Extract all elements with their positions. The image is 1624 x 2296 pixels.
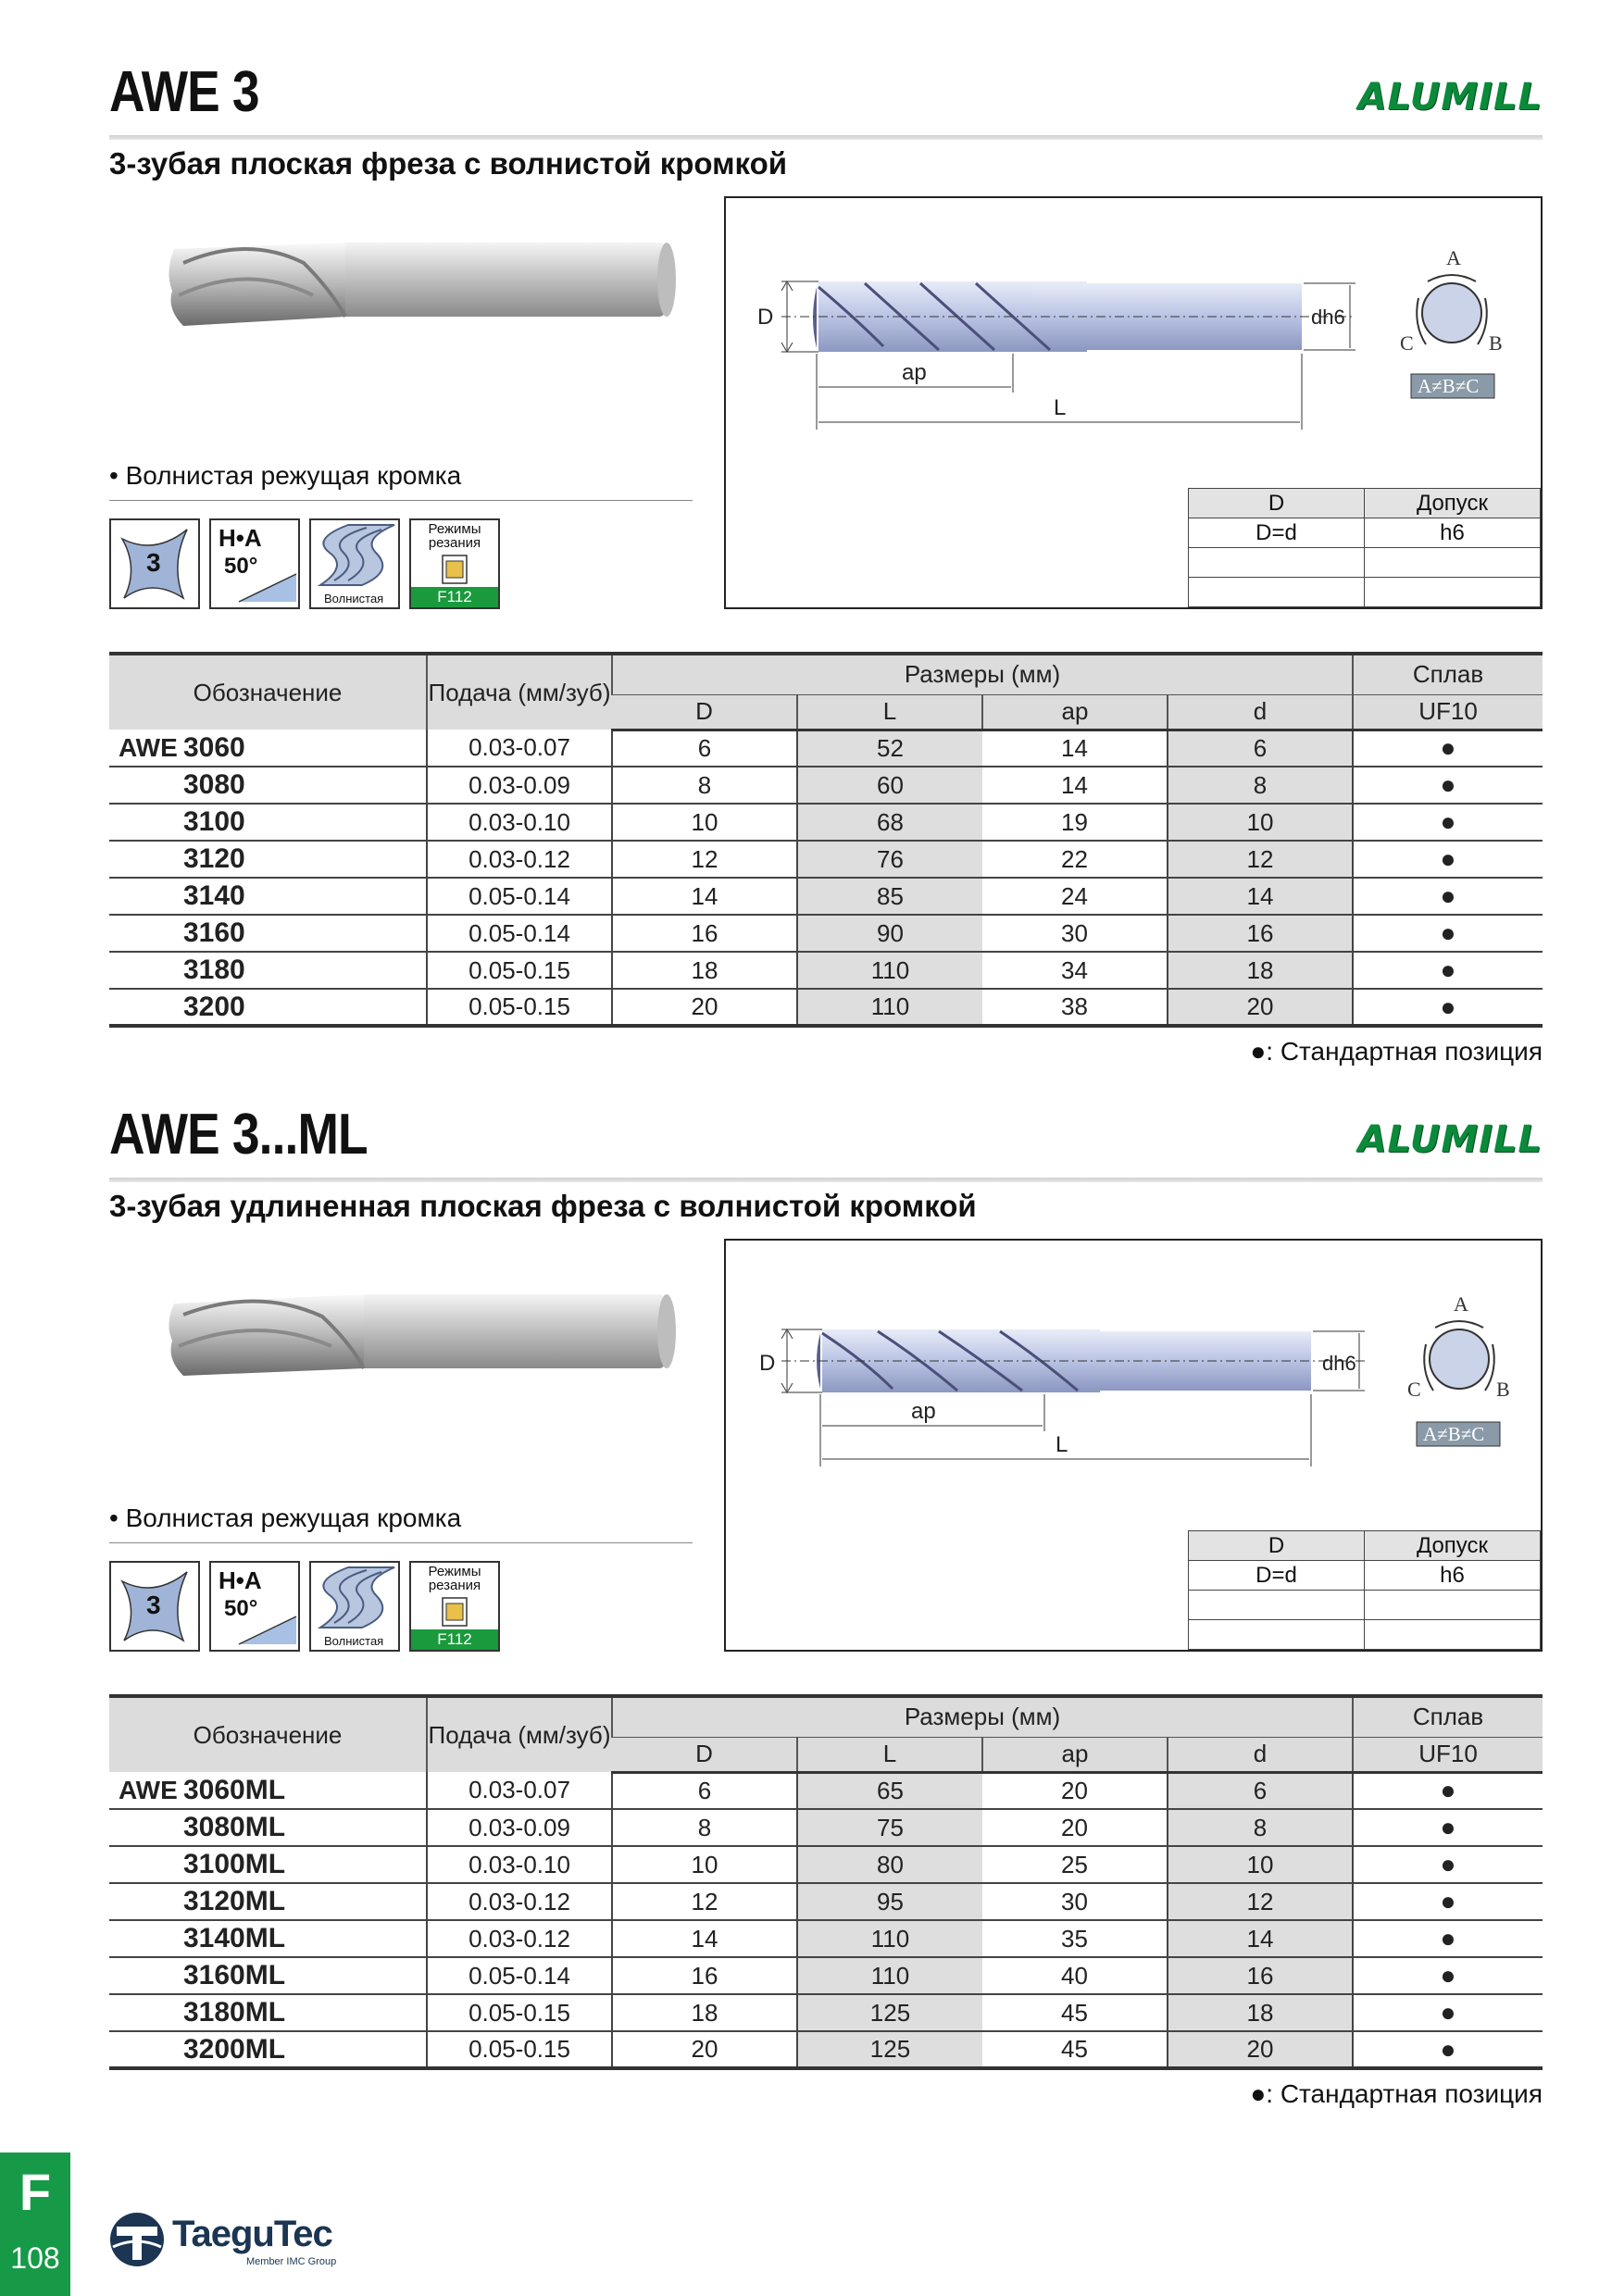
- feed-cell: 0.03-0.09: [427, 767, 612, 804]
- wavy-edge-icon: [309, 518, 400, 609]
- product-title: AWE 3: [109, 60, 259, 124]
- table-row: [109, 1772, 1543, 1809]
- L-cell: 60: [797, 767, 982, 804]
- logo-wordmark: TaeguTec: [172, 2214, 332, 2254]
- angle-B-label: B: [1496, 1378, 1510, 1401]
- ap-cell: 20: [982, 1809, 1168, 1846]
- dim-D-label: D: [757, 305, 774, 330]
- tol-cell: [1189, 548, 1365, 578]
- feed-cell: 0.05-0.15: [427, 1994, 612, 2031]
- L-cell: 65: [797, 1772, 982, 1809]
- feed-cell: 0.03-0.09: [427, 1809, 612, 1846]
- designation-code: 3180: [183, 955, 245, 985]
- tol-cell: D=d: [1189, 1561, 1365, 1591]
- designation-code: 3060ML: [183, 1774, 286, 1805]
- taegutec-emblem-icon: [107, 2210, 167, 2269]
- spec-table: [109, 1694, 1543, 2070]
- designation-code: 3080ML: [183, 1812, 286, 1842]
- angle-A-label: A: [1446, 246, 1461, 269]
- col-ap: ap: [982, 694, 1168, 730]
- designation-code: 3100: [183, 806, 245, 837]
- feature-icons: [109, 1561, 500, 1652]
- L-cell: 68: [797, 804, 982, 841]
- d-cell: 14: [1168, 1920, 1353, 1957]
- col-L: L: [797, 694, 982, 730]
- L-cell: 90: [797, 915, 982, 952]
- tol-cell: D=d: [1189, 518, 1365, 548]
- ap-cell: 14: [982, 767, 1168, 804]
- helix-angle-icon: [209, 1561, 300, 1652]
- L-cell: 110: [797, 1957, 982, 1994]
- table-row: [109, 915, 1543, 952]
- L-cell: 125: [797, 2031, 982, 2068]
- table-row: [109, 1994, 1543, 2031]
- modes-page: F112: [411, 1629, 498, 1650]
- tol-cell: [1365, 548, 1541, 578]
- D-cell: 8: [612, 1809, 797, 1846]
- designation-cell: [109, 878, 427, 915]
- designation-code: 3120: [183, 843, 245, 874]
- feed-cell: 0.05-0.15: [427, 2031, 612, 2068]
- designation-code: 3140ML: [183, 1923, 286, 1953]
- stock-marker: ●: [1353, 1957, 1543, 1994]
- tol-header-D: D: [1189, 1531, 1365, 1561]
- D-cell: 10: [612, 1846, 797, 1883]
- modes-page: F112: [411, 587, 498, 607]
- taegutec-logo: [107, 2208, 348, 2269]
- designation-prefix: AWE: [119, 732, 178, 762]
- tolerance-table: [1188, 1530, 1541, 1650]
- teeth-count: 3: [146, 1591, 161, 1619]
- col-designation: Обозначение: [109, 654, 427, 730]
- ap-cell: 30: [982, 1883, 1168, 1920]
- ap-cell: 35: [982, 1920, 1168, 1957]
- table-row: [109, 1920, 1543, 1957]
- product-subtitle: 3-зубая плоская фреза с волнистой кромкой: [109, 146, 788, 181]
- col-dimensions: Размеры (мм): [612, 654, 1353, 694]
- helix-label: H•A: [219, 1566, 262, 1594]
- angle-B-label: B: [1489, 331, 1503, 355]
- D-cell: 10: [612, 804, 797, 841]
- tol-header-tolerance: Допуск: [1365, 1531, 1541, 1561]
- ap-cell: 14: [982, 730, 1168, 767]
- table-row: [109, 2031, 1543, 2068]
- d-cell: 6: [1168, 730, 1353, 767]
- stock-marker: ●: [1353, 767, 1543, 804]
- col-alloy: Сплав: [1353, 1696, 1543, 1737]
- stock-marker: ●: [1353, 915, 1543, 952]
- dim-d-label: dh6: [1322, 1352, 1356, 1375]
- col-D: D: [612, 694, 797, 730]
- d-cell: 8: [1168, 767, 1353, 804]
- dim-ap-label: ap: [902, 360, 927, 385]
- L-cell: 80: [797, 1846, 982, 1883]
- wavy-edge-icon: [309, 1561, 400, 1652]
- L-cell: 110: [797, 1920, 982, 1957]
- cutting-modes-icon: [409, 1561, 500, 1652]
- tol-header-D: D: [1189, 489, 1365, 518]
- L-cell: 125: [797, 1994, 982, 2031]
- table-row: [109, 989, 1543, 1026]
- designation-cell: [109, 1994, 427, 2031]
- logo-tagline: Member IMC Group: [246, 2256, 337, 2267]
- feature-icons: [109, 518, 500, 609]
- stock-marker: ●: [1353, 1846, 1543, 1883]
- feed-cell: 0.05-0.14: [427, 1957, 612, 1994]
- designation-cell: [109, 1772, 427, 1809]
- tol-cell: [1189, 1620, 1365, 1650]
- ap-cell: 20: [982, 1772, 1168, 1809]
- technical-drawing: [724, 1239, 1543, 1652]
- d-cell: 20: [1168, 989, 1353, 1026]
- L-cell: 110: [797, 989, 982, 1026]
- tol-cell: [1365, 578, 1541, 607]
- stock-marker: ●: [1353, 841, 1543, 878]
- feed-cell: 0.03-0.07: [427, 730, 612, 767]
- designation-prefix: AWE: [119, 1775, 178, 1804]
- designation-cell: [109, 1957, 427, 1994]
- col-designation: Обозначение: [109, 1696, 427, 1772]
- designation-cell: [109, 841, 427, 878]
- table-row: [109, 1809, 1543, 1846]
- tol-cell: [1365, 1620, 1541, 1650]
- tol-cell: [1189, 1591, 1365, 1620]
- feed-cell: 0.05-0.15: [427, 952, 612, 989]
- stock-marker: ●: [1353, 1994, 1543, 2031]
- ap-cell: 30: [982, 915, 1168, 952]
- designation-cell: [109, 989, 427, 1026]
- L-cell: 76: [797, 841, 982, 878]
- table-row: [109, 1846, 1543, 1883]
- ap-cell: 25: [982, 1846, 1168, 1883]
- D-cell: 6: [612, 730, 797, 767]
- designation-cell: [109, 804, 427, 841]
- col-alloy: Сплав: [1353, 654, 1543, 694]
- d-cell: 18: [1168, 952, 1353, 989]
- col-grade: UF10: [1353, 1737, 1543, 1772]
- feed-cell: 0.03-0.10: [427, 1846, 612, 1883]
- feature-text: • Волнистая режущая кромка: [109, 461, 693, 501]
- ap-cell: 22: [982, 841, 1168, 878]
- col-D: D: [612, 1737, 797, 1772]
- D-cell: 20: [612, 2031, 797, 2068]
- designation-cell: [109, 915, 427, 952]
- L-cell: 85: [797, 878, 982, 915]
- end-mill-photo: [146, 1250, 702, 1426]
- helix-angle: 50°: [224, 554, 258, 579]
- d-cell: 14: [1168, 878, 1353, 915]
- feed-cell: 0.03-0.12: [427, 1920, 612, 1957]
- feed-cell: 0.03-0.07: [427, 1772, 612, 1809]
- stock-marker: ●: [1353, 2031, 1543, 2068]
- d-cell: 12: [1168, 1883, 1353, 1920]
- col-feed: Подача (мм/зуб): [427, 654, 612, 730]
- tol-header-tolerance: Допуск: [1365, 489, 1541, 518]
- dim-L-label: L: [1054, 395, 1067, 420]
- d-cell: 16: [1168, 1957, 1353, 1994]
- cutting-modes-icon: [409, 518, 500, 609]
- helix-label: H•A: [219, 524, 262, 552]
- d-cell: 18: [1168, 1994, 1353, 2031]
- angle-C-label: C: [1400, 331, 1414, 355]
- tol-cell: [1189, 578, 1365, 607]
- alumill-logo: ALUMILL: [1357, 76, 1543, 119]
- alumill-logo: ALUMILL: [1357, 1118, 1543, 1161]
- teeth-count: 3: [146, 548, 161, 577]
- designation-cell: [109, 730, 427, 767]
- designation-cell: [109, 767, 427, 804]
- col-ap: ap: [982, 1737, 1168, 1772]
- ap-cell: 45: [982, 1994, 1168, 2031]
- modes-label: Режимы резания: [428, 1564, 481, 1593]
- designation-cell: [109, 2031, 427, 2068]
- D-cell: 6: [612, 1772, 797, 1809]
- ap-cell: 24: [982, 878, 1168, 915]
- modes-label: Режимы резания: [428, 521, 481, 551]
- designation-cell: [109, 1920, 427, 1957]
- feed-cell: 0.03-0.12: [427, 1883, 612, 1920]
- D-cell: 20: [612, 989, 797, 1026]
- feed-cell: 0.03-0.12: [427, 841, 612, 878]
- teeth-count-icon: [109, 1561, 200, 1652]
- ap-cell: 34: [982, 952, 1168, 989]
- dim-ap-label: ap: [911, 1399, 936, 1424]
- chapter-tab: [0, 2152, 70, 2296]
- feed-cell: 0.05-0.14: [427, 878, 612, 915]
- designation-cell: [109, 952, 427, 989]
- tolerance-table: [1188, 488, 1541, 607]
- col-grade: UF10: [1353, 694, 1543, 730]
- legend-standard: ●: Стандартная позиция: [1250, 2079, 1543, 2108]
- D-cell: 18: [612, 952, 797, 989]
- D-cell: 12: [612, 841, 797, 878]
- D-cell: 16: [612, 915, 797, 952]
- table-row: [109, 1957, 1543, 1994]
- stock-marker: ●: [1353, 1920, 1543, 1957]
- table-row: [109, 841, 1543, 878]
- header-divider: [109, 135, 1543, 140]
- designation-code: 3060: [183, 731, 245, 763]
- designation-code: 3120ML: [183, 1886, 286, 1916]
- L-cell: 52: [797, 730, 982, 767]
- technical-drawing: [724, 196, 1543, 609]
- d-cell: 8: [1168, 1809, 1353, 1846]
- feed-cell: 0.03-0.10: [427, 804, 612, 841]
- table-row: [109, 804, 1543, 841]
- designation-code: 3100ML: [183, 1849, 286, 1879]
- D-cell: 14: [612, 1920, 797, 1957]
- d-cell: 12: [1168, 841, 1353, 878]
- L-cell: 110: [797, 952, 982, 989]
- ap-cell: 40: [982, 1957, 1168, 1994]
- angle-C-label: C: [1407, 1378, 1421, 1401]
- angle-inequality: A≠B≠C: [1418, 375, 1480, 397]
- page-number: 108: [10, 2241, 60, 2275]
- feature-text: • Волнистая режущая кромка: [109, 1504, 693, 1543]
- end-mill-photo: [146, 207, 702, 383]
- designation-code: 3180ML: [183, 1997, 286, 2028]
- designation-code: 3080: [183, 769, 245, 800]
- col-feed: Подача (мм/зуб): [427, 1696, 612, 1772]
- wavy-edge-label: Волнистая: [324, 1634, 384, 1648]
- teeth-count-icon: [109, 518, 200, 609]
- tol-cell: h6: [1365, 518, 1541, 548]
- designation-code: 3160ML: [183, 1960, 286, 1990]
- d-cell: 16: [1168, 915, 1353, 952]
- d-cell: 10: [1168, 804, 1353, 841]
- dim-D-label: D: [759, 1351, 776, 1376]
- d-cell: 10: [1168, 1846, 1353, 1883]
- stock-marker: ●: [1353, 1883, 1543, 1920]
- designation-code: 3140: [183, 880, 245, 911]
- col-d: d: [1168, 694, 1353, 730]
- product-title: AWE 3...ML: [109, 1103, 368, 1167]
- ap-cell: 19: [982, 804, 1168, 841]
- helix-angle: 50°: [224, 1596, 258, 1621]
- wavy-edge-label: Волнистая: [324, 592, 384, 605]
- legend-standard: ●: Стандартная позиция: [1250, 1037, 1543, 1066]
- designation-code: 3200: [183, 991, 245, 1022]
- D-cell: 16: [612, 1957, 797, 1994]
- D-cell: 12: [612, 1883, 797, 1920]
- feed-cell: 0.05-0.14: [427, 915, 612, 952]
- stock-marker: ●: [1353, 952, 1543, 989]
- col-d: d: [1168, 1737, 1353, 1772]
- stock-marker: ●: [1353, 804, 1543, 841]
- L-cell: 95: [797, 1883, 982, 1920]
- d-cell: 6: [1168, 1772, 1353, 1809]
- col-L: L: [797, 1737, 982, 1772]
- D-cell: 18: [612, 1994, 797, 2031]
- dim-L-label: L: [1056, 1432, 1068, 1457]
- dim-d-label: dh6: [1311, 306, 1345, 329]
- designation-code: 3160: [183, 917, 245, 948]
- table-row: [109, 952, 1543, 989]
- designation-cell: [109, 1883, 427, 1920]
- tol-cell: [1365, 1591, 1541, 1620]
- designation-cell: [109, 1809, 427, 1846]
- header-divider: [109, 1178, 1543, 1182]
- col-dimensions: Размеры (мм): [612, 1696, 1353, 1737]
- feed-cell: 0.05-0.15: [427, 989, 612, 1026]
- stock-marker: ●: [1353, 878, 1543, 915]
- table-row: [109, 730, 1543, 767]
- D-cell: 14: [612, 878, 797, 915]
- d-cell: 20: [1168, 2031, 1353, 2068]
- table-row: [109, 767, 1543, 804]
- stock-marker: ●: [1353, 989, 1543, 1026]
- table-row: [109, 1883, 1543, 1920]
- stock-marker: ●: [1353, 1772, 1543, 1809]
- table-row: [109, 878, 1543, 915]
- helix-angle-icon: [209, 518, 300, 609]
- ap-cell: 38: [982, 989, 1168, 1026]
- angle-A-label: A: [1454, 1292, 1468, 1316]
- ap-cell: 45: [982, 2031, 1168, 2068]
- product-subtitle: 3-зубая удлиненная плоская фреза с волнистой кромкой: [109, 1189, 977, 1223]
- chapter-letter: F: [19, 2163, 52, 2221]
- designation-cell: [109, 1846, 427, 1883]
- L-cell: 75: [797, 1809, 982, 1846]
- stock-marker: ●: [1353, 1809, 1543, 1846]
- spec-table: [109, 652, 1543, 1028]
- angle-inequality: A≠B≠C: [1423, 1423, 1485, 1445]
- D-cell: 8: [612, 767, 797, 804]
- stock-marker: ●: [1353, 730, 1543, 767]
- designation-code: 3200ML: [183, 2033, 286, 2065]
- tol-cell: h6: [1365, 1561, 1541, 1591]
